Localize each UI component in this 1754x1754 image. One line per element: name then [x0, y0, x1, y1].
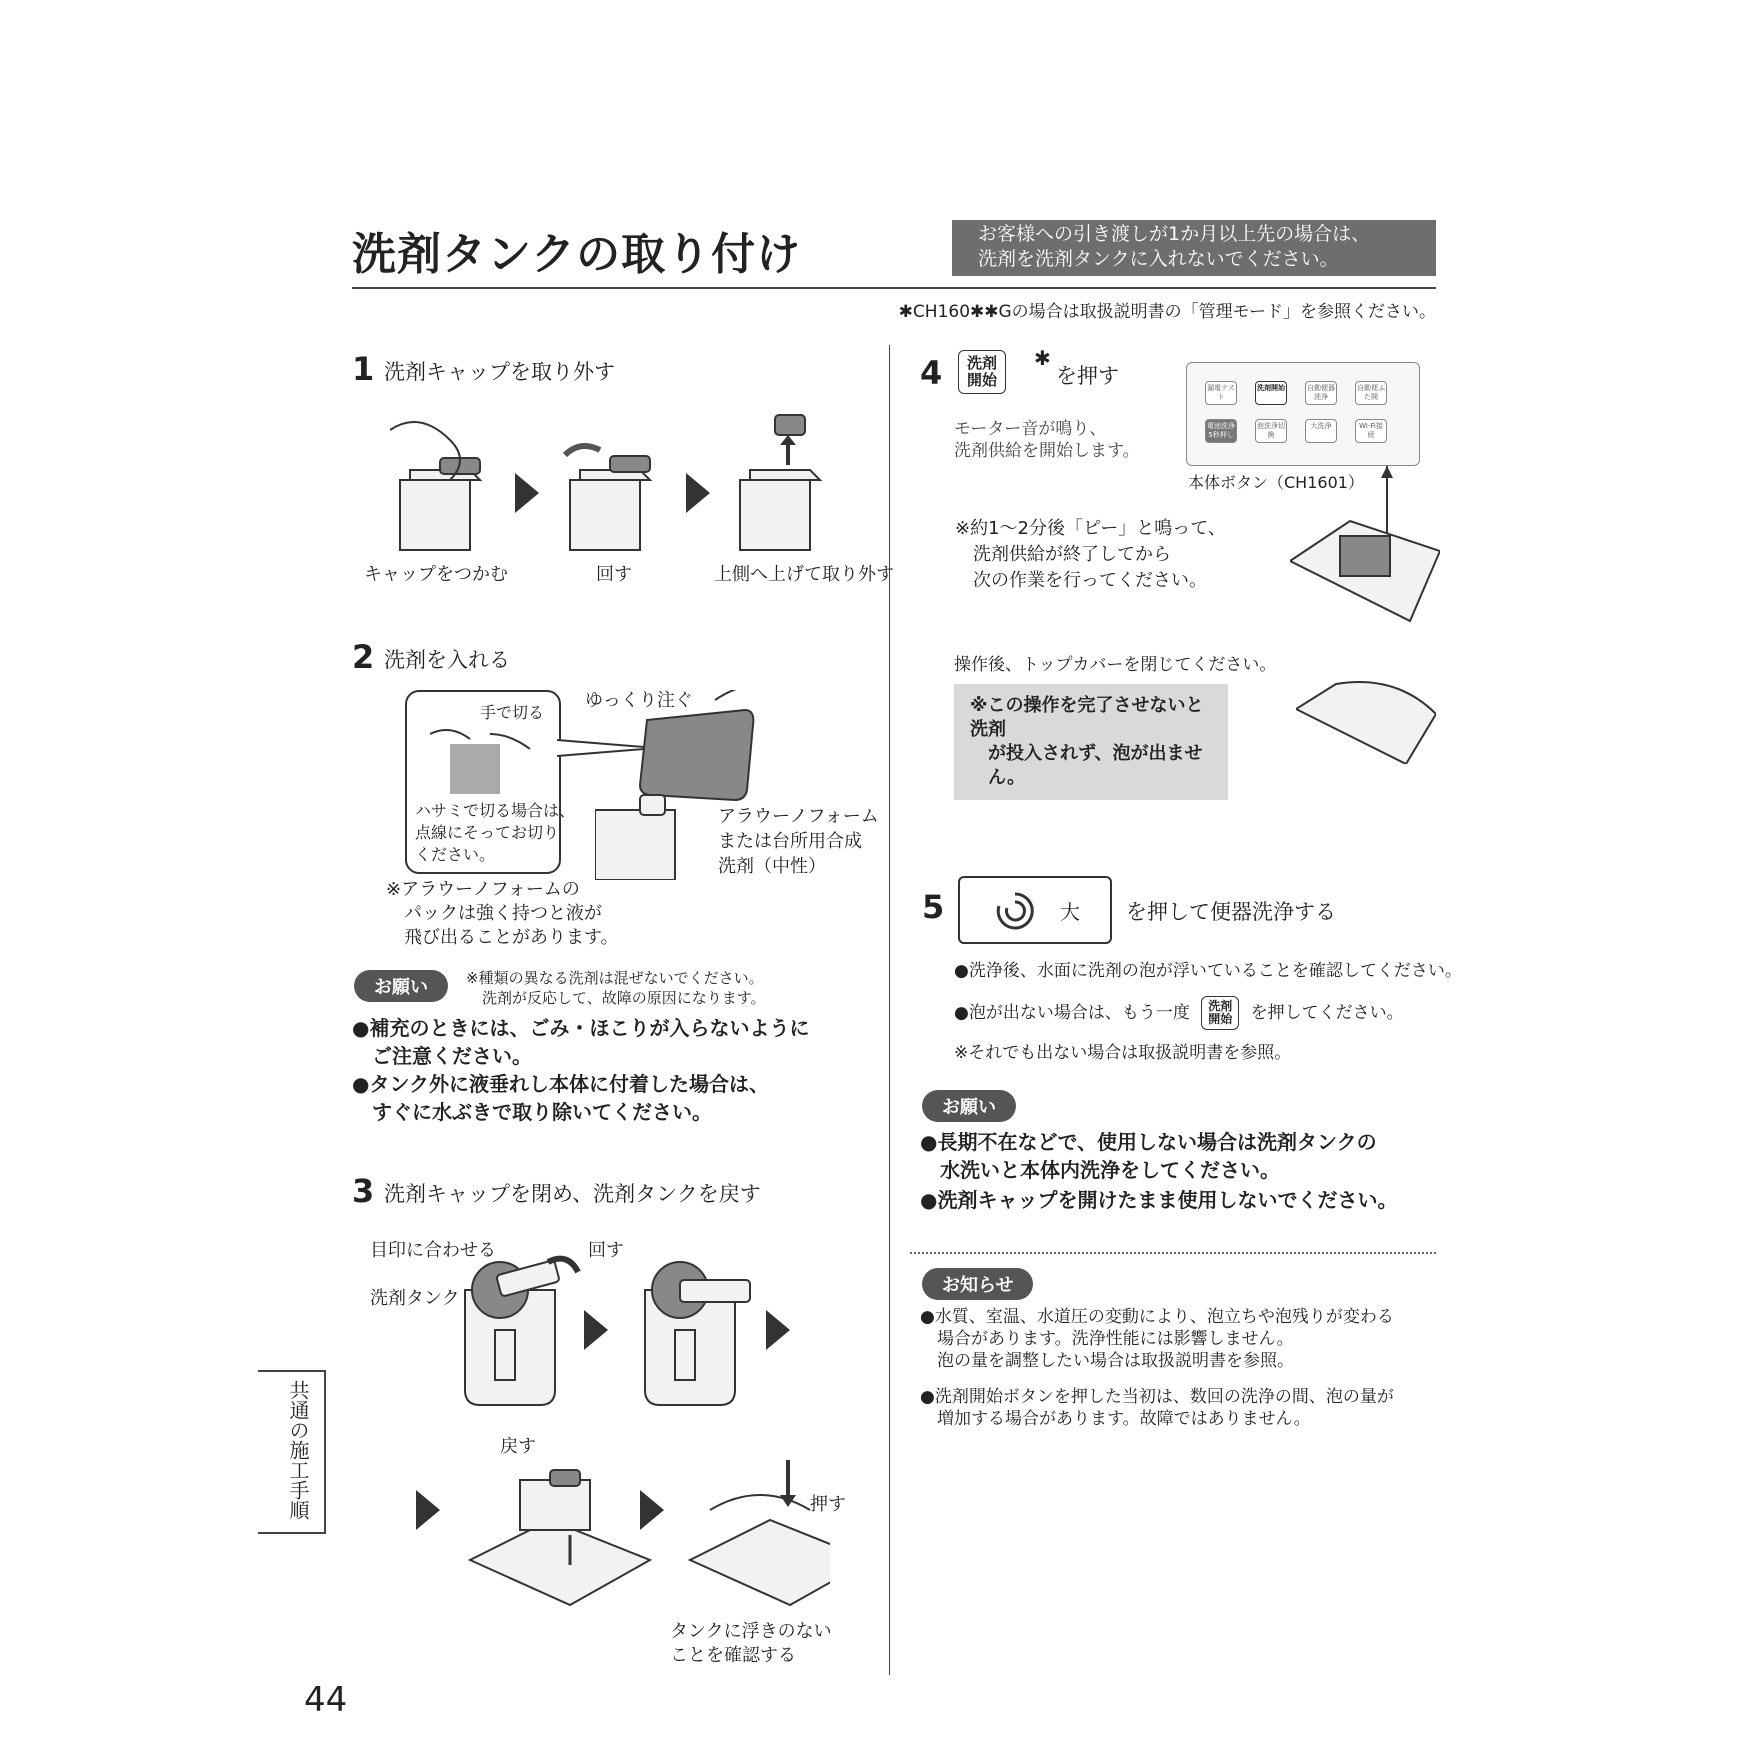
detergent-start-button-line-1: 洗剤 [967, 354, 998, 372]
cut-illustration [430, 724, 540, 794]
wait-note-line-2: 洗剤供給が終了してから [973, 544, 1171, 565]
panel-button-leak-test[interactable]: 漏電テスト [1205, 381, 1237, 405]
pack-warning [386, 878, 619, 950]
request1-bullet-1-line-1: ●補充のときには、ごみ・ほこりが入らないように [352, 1016, 810, 1040]
step4-asterisk: ✱ [1034, 346, 1051, 370]
notice-bullet-2-line-1: ●洗剤開始ボタンを押した当初は、数回の洗浄の間、泡の量が [920, 1387, 1394, 1407]
step3-install-illustrations [450, 1450, 830, 1610]
step1-title: 洗剤キャップを取り外す [384, 360, 615, 384]
big-flush-label: 大 [1060, 900, 1080, 924]
header-note: ✱CH160✱✱Gの場合は取扱説明書の「管理モード」を参照ください。 [898, 302, 1436, 322]
confirm-note [670, 1620, 832, 1668]
request1-bullet-1-line-2: ご注意ください。 [372, 1044, 532, 1068]
detergent-line-2: または台所用合成 [718, 831, 862, 852]
step2-title: 洗剤を入れる [384, 648, 510, 672]
big-flush-button[interactable] [958, 876, 1112, 944]
step3-number: 3 [352, 1172, 375, 1210]
step3-arrow-1 [584, 1310, 608, 1350]
request1-bullet-1 [352, 1014, 809, 1070]
panel-button-big-flush[interactable]: 大洗浄 [1305, 419, 1337, 443]
scissors-note-line-1: ハサミで切る場合は、 [415, 801, 576, 820]
request1-note-line-2: 洗剤が反応して、故障の原因になります。 [482, 989, 766, 1007]
section-dotted-divider [910, 1252, 1436, 1254]
page-title: 洗剤タンクの取り付け [352, 229, 802, 280]
return-label: 戻す [500, 1436, 536, 1457]
request2-bullet-1-line-1: ●長期不在などで、使用しない場合は洗剤タンクの [920, 1130, 1377, 1154]
step5-bullet-2-post: を押してください。 [1250, 1003, 1404, 1023]
completion-warning-line-1: ※この操作を完了させないと洗剤 [970, 695, 1204, 740]
step4-desc-line-2: 洗剤供給を開始します。 [954, 441, 1140, 461]
notice-bullet-1-line-1: ●水質、室温、水道圧の変動により、泡立ちや泡残りが変わる [920, 1307, 1394, 1327]
step1-number: 1 [352, 350, 375, 388]
detergent-type-label [718, 804, 879, 879]
step1-caption-2: 回す [596, 564, 632, 585]
tank-grab-illustration [390, 422, 480, 550]
warning-line-1: お客様への引き渡しが1か月以上先の場合は、 [978, 223, 1371, 245]
scissors-note-line-3: ください。 [415, 845, 496, 864]
request-badge-1: お願い [354, 970, 448, 1002]
inline-button-line-2: 開始 [1208, 1012, 1233, 1026]
request1-note-line-1: ※種類の異なる洗剤は混ぜないでください。 [466, 969, 764, 987]
notice-badge: お知らせ [922, 1268, 1033, 1300]
header-rule [352, 287, 1436, 289]
flush-swirl-icon [994, 890, 1036, 932]
pack-warning-line-3: 飛び出ることがあります。 [404, 927, 619, 948]
panel-button-auto-lid[interactable]: 自動便ふた開 [1355, 381, 1387, 405]
scissors-note [415, 800, 575, 866]
detergent-line-3: 洗剤（中性） [718, 856, 826, 877]
panel-caption: 本体ボタン（CH1601） [1188, 473, 1364, 492]
wait-note [955, 516, 1226, 594]
notice-bullet-1-line-2: 場合があります。洗浄性能には影響しません。 [937, 1329, 1294, 1349]
request2-bullet-1-line-2: 水洗いと本体内洗浄をしてください。 [940, 1158, 1280, 1182]
notice-bullet-1 [920, 1306, 1394, 1372]
panel-button-auto-flush[interactable]: 自動便器洗浄 [1305, 381, 1337, 405]
panel-button-foam-switch[interactable]: 泡洗浄切換 [1255, 419, 1287, 443]
step4-title: を押す [1056, 364, 1119, 388]
step5-number: 5 [922, 888, 945, 926]
inline-button-line-1: 洗剤 [1208, 999, 1233, 1013]
wait-note-line-3: 次の作業を行ってください。 [973, 570, 1207, 591]
step5-bullet-2 [954, 996, 1404, 1030]
step5-bullet-1: ●洗浄後、水面に洗剤の泡が浮いていることを確認してください。 [954, 961, 1462, 981]
request2-bullet-2: ●洗剤キャップを開けたまま使用しないでください。 [920, 1188, 1398, 1212]
page-number: 44 [304, 1680, 348, 1720]
request1-bullet-2-line-2: すぐに水ぶきで取り除いてください。 [372, 1100, 712, 1124]
cut-by-hand-label: 手で切る [480, 703, 545, 722]
toilet-top-illustration [1290, 466, 1440, 626]
tank-label: 洗剤タンク [370, 1288, 460, 1309]
request1-note [466, 968, 766, 1008]
step4-number: 4 [920, 354, 943, 392]
closed-cover-illustration [1296, 654, 1436, 764]
body-button-panel [1186, 362, 1420, 466]
detergent-start-button-line-2: 開始 [967, 371, 998, 389]
align-mark-label: 目印に合わせる [370, 1240, 496, 1261]
panel-button-wifi[interactable]: Wi-Fi接続 [1355, 419, 1387, 443]
step1-arrow-1 [515, 473, 539, 513]
tank-lift-illustration [740, 415, 820, 550]
step3-cap-illustrations [460, 1250, 780, 1410]
panel-button-detergent-start[interactable]: 洗剤開始 [1255, 381, 1287, 405]
panel-button-battery-flush[interactable]: 電池洗浄5秒押し [1205, 419, 1237, 443]
step3-title: 洗剤キャップを閉め、洗剤タンクを戻す [384, 1182, 761, 1206]
request2-bullet-1 [920, 1128, 1377, 1184]
turn-label: 回す [588, 1240, 624, 1261]
step4-desc-line-1: モーター音が鳴り、 [954, 419, 1107, 439]
scissors-note-line-2: 点線にそってお切り [415, 823, 560, 842]
step2-number: 2 [352, 638, 375, 676]
notice-bullet-2-line-2: 増加する場合があります。故障ではありません。 [937, 1409, 1311, 1429]
tank-turn-illustration [565, 446, 650, 550]
step5-bullet-2-pre: ●泡が出ない場合は、もう一度 [954, 1003, 1190, 1023]
notice-bullet-1-line-3: 泡の量を調整したい場合は取扱説明書を参照。 [937, 1351, 1294, 1371]
pour-slowly-label: ゆっくり注ぐ [585, 690, 693, 711]
step3-arrow-3 [416, 1490, 440, 1530]
request1-bullet-2-line-1: ●タンク外に液垂れし本体に付着した場合は、 [352, 1072, 770, 1096]
completion-warning [954, 684, 1228, 800]
pack-warning-line-2: パックは強く持つと液が [404, 903, 602, 924]
section-side-label: 共通の施工手順 [286, 1380, 310, 1520]
step5-title: を押して便器洗浄する [1126, 900, 1336, 924]
step1-caption-1: キャップをつかむ [364, 564, 508, 585]
warning-box [952, 220, 1436, 276]
warning-line-2: 洗剤を洗剤タンクに入れないでください。 [978, 248, 1339, 270]
request1-bullet-2 [352, 1070, 769, 1126]
detergent-line-1: アラウーノフォーム [718, 806, 879, 827]
pack-warning-line-1: ※アラウーノフォームの [386, 879, 580, 900]
step4-desc [954, 418, 1140, 462]
confirm-note-line-1: タンクに浮きのない [670, 1621, 832, 1642]
step1-arrow-2 [686, 473, 710, 513]
notice-bullet-2 [920, 1386, 1394, 1430]
step1-caption-3: 上側へ上げて取り外す [714, 564, 894, 585]
confirm-note-line-2: ことを確認する [670, 1645, 796, 1666]
completion-warning-line-2: が投入されず、泡が出ません。 [988, 743, 1203, 788]
detergent-start-inline-button[interactable] [1201, 996, 1239, 1030]
wait-note-line-1: ※約1～2分後「ピー」と鳴って、 [955, 518, 1226, 539]
step5-note: ※それでも出ない場合は取扱説明書を参照。 [954, 1043, 1292, 1063]
request-badge-2: お願い [922, 1090, 1016, 1122]
step1-illustration [390, 400, 890, 570]
push-label: 押す [810, 1494, 846, 1515]
step3-arrow-2 [766, 1310, 790, 1350]
detergent-start-button[interactable] [958, 350, 1006, 394]
close-cover-note: 操作後、トップカバーを閉じてください。 [954, 655, 1277, 675]
